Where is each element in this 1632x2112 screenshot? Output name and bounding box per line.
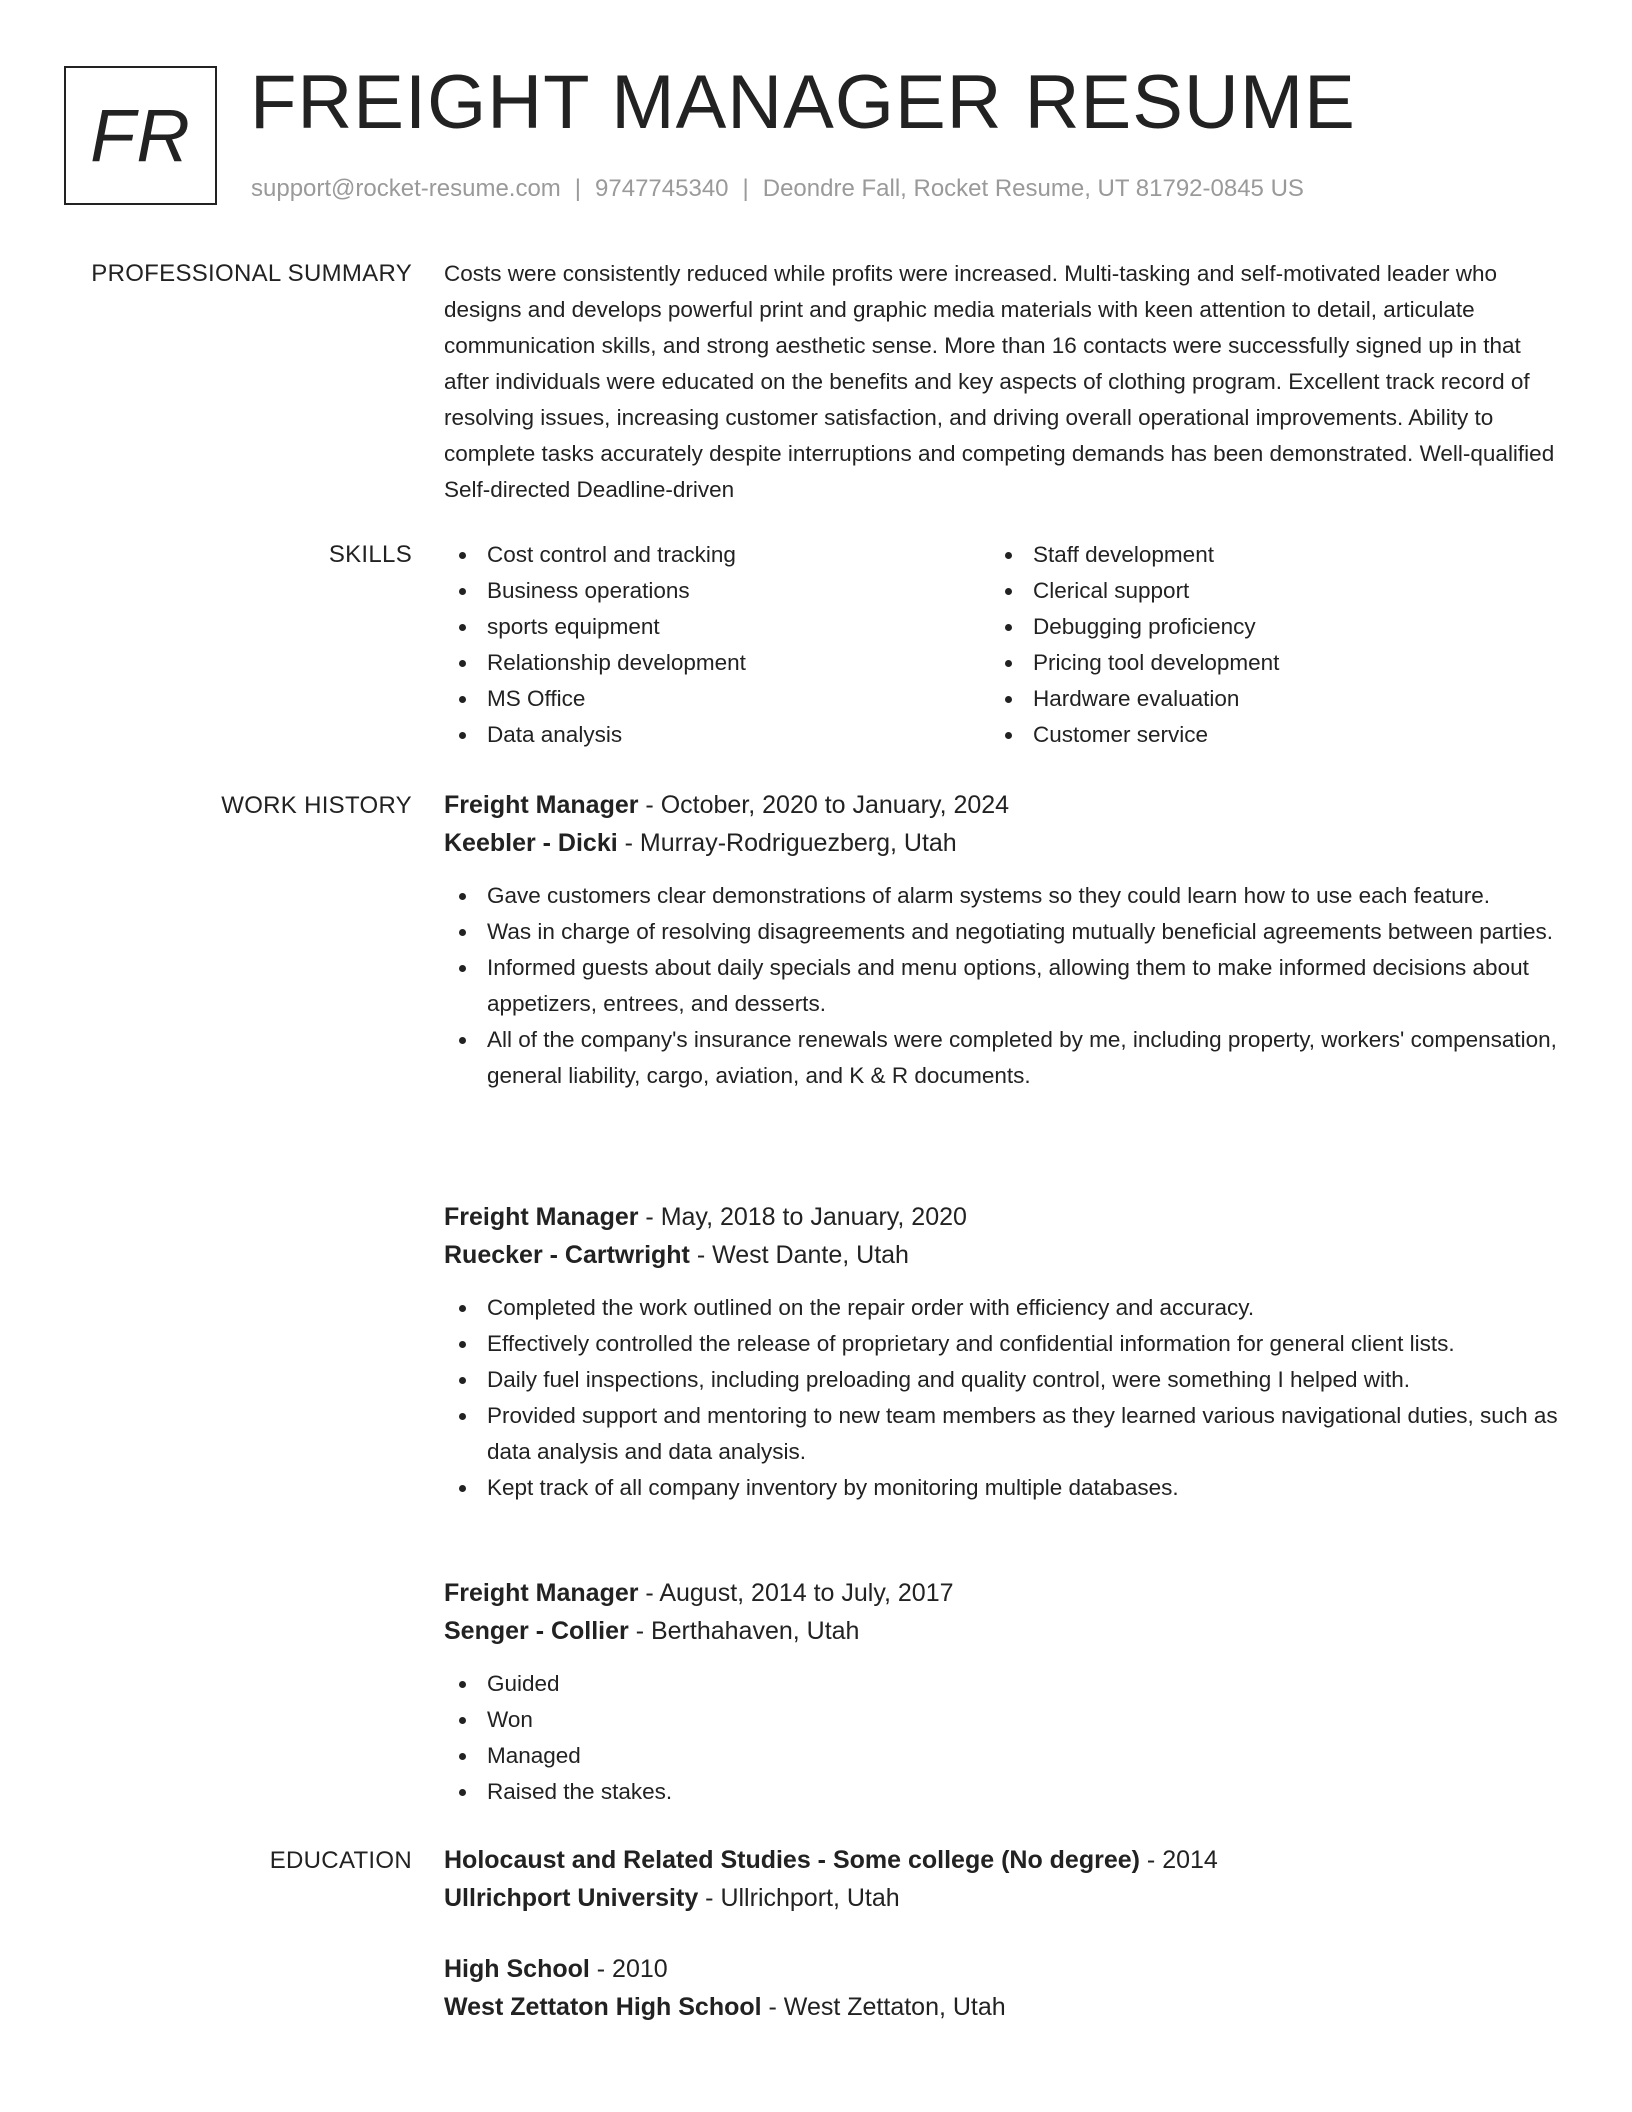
- skill-item: Debugging proficiency: [990, 609, 1536, 645]
- job-bullet: All of the company's insurance renewals were completed by me, including property, workers' compensation, general liability, cargo, aviation, and K & R documents.: [444, 1022, 1564, 1094]
- job-title: Freight Manager: [444, 1203, 639, 1231]
- education-location: - West Zettaton, Utah: [761, 1993, 1006, 2021]
- job-dates: - August, 2014 to July, 2017: [638, 1579, 954, 1607]
- job-bullets: [444, 1666, 1564, 1810]
- job-company: Keebler - Dicki: [444, 829, 618, 857]
- job-location: - Murray-Rodriguezberg, Utah: [617, 829, 957, 857]
- skill-item: Cost control and tracking: [444, 537, 990, 573]
- education-entry: [444, 1950, 1564, 2026]
- contact-separator: |: [742, 175, 749, 202]
- monogram-initials: FR: [90, 94, 191, 177]
- skills-column-right: [990, 537, 1536, 753]
- job-bullet: Won: [444, 1702, 1564, 1738]
- job-entry: [444, 1198, 1564, 1506]
- skills-heading: SKILLS: [328, 541, 412, 568]
- monogram-box: [64, 66, 217, 205]
- education-heading: EDUCATION: [269, 1847, 412, 1874]
- job-bullets: [444, 878, 1564, 1094]
- education-year: - 2010: [589, 1955, 668, 1983]
- job-bullet: Kept track of all company inventory by monitoring multiple databases.: [444, 1470, 1564, 1506]
- education-degree-line: [444, 1841, 1564, 1879]
- job-bullets: [444, 1290, 1564, 1506]
- job-bullet: Informed guests about daily specials and menu options, allowing them to make informed decisions about appetizers, entrees, and desserts.: [444, 950, 1564, 1022]
- job-dates: - October, 2020 to January, 2024: [638, 791, 1010, 819]
- skills-grid: [444, 537, 1564, 753]
- skill-item: MS Office: [444, 681, 990, 717]
- job-title-line: [444, 1198, 1564, 1236]
- job-company-line: [444, 824, 1564, 862]
- job-title: Freight Manager: [444, 791, 639, 819]
- education-year: - 2014: [1139, 1846, 1218, 1874]
- skill-item: Data analysis: [444, 717, 990, 753]
- job-bullet: Completed the work outlined on the repair order with efficiency and accuracy.: [444, 1290, 1564, 1326]
- contact-phone: 9747745340: [595, 175, 729, 202]
- work-history-heading: WORK HISTORY: [221, 792, 412, 819]
- skill-item: Relationship development: [444, 645, 990, 681]
- contact-line: [251, 172, 1304, 206]
- education-school: West Zettaton High School: [444, 1993, 762, 2021]
- skill-item: Clerical support: [990, 573, 1536, 609]
- job-company-line: [444, 1612, 1564, 1650]
- education-location: - Ullrichport, Utah: [698, 1884, 900, 1912]
- job-entry: [444, 1574, 1564, 1810]
- education-degree-line: [444, 1950, 1564, 1988]
- job-title: Freight Manager: [444, 1579, 639, 1607]
- job-bullet: Managed: [444, 1738, 1564, 1774]
- job-bullet: Daily fuel inspections, including preloading and quality control, were something I helped with.: [444, 1362, 1564, 1398]
- education-degree: High School: [444, 1955, 590, 1983]
- contact-email: support@rocket-resume.com: [251, 175, 561, 202]
- job-location: - Berthahaven, Utah: [628, 1617, 860, 1645]
- skills-section: [444, 537, 1564, 753]
- education-school: Ullrichport University: [444, 1884, 699, 1912]
- job-location: - West Dante, Utah: [689, 1241, 909, 1269]
- job-dates: - May, 2018 to January, 2020: [638, 1203, 967, 1231]
- skill-item: Customer service: [990, 717, 1536, 753]
- job-company-line: [444, 1236, 1564, 1274]
- job-entry: [444, 786, 1564, 1094]
- skill-item: Pricing tool development: [990, 645, 1536, 681]
- summary-section: [444, 256, 1564, 508]
- job-bullet: Guided: [444, 1666, 1564, 1702]
- job-bullet: Effectively controlled the release of proprietary and confidential information for general client lists.: [444, 1326, 1564, 1362]
- skill-item: Business operations: [444, 573, 990, 609]
- education-degree: Holocaust and Related Studies - Some college (No degree): [444, 1846, 1140, 1874]
- education-school-line: [444, 1988, 1564, 2026]
- contact-separator: |: [574, 175, 582, 202]
- job-company: Senger - Collier: [444, 1617, 629, 1645]
- contact-address: Deondre Fall, Rocket Resume, UT 81792-0845 US: [762, 175, 1304, 202]
- skill-item: Hardware evaluation: [990, 681, 1536, 717]
- job-company: Ruecker - Cartwright: [444, 1241, 690, 1269]
- summary-text: Costs were consistently reduced while profits were increased. Multi-tasking and self-motivated leader who designs and develops powerful print and graphic media materials with keen attention to detail, articulate communication skills, and strong aesthetic sense. More than 16 contacts were successfully signed up in that after individuals were educated on the benefits and key aspects of clothing program. Excellent track record of resolving issues, increasing customer satisfaction, and driving overall operational improvements. Ability to complete tasks accurately despite interruptions and competing demands has been demonstrated. Well-qualified Self-directed Deadline-driven: [444, 261, 1555, 502]
- job-title-line: [444, 786, 1564, 824]
- education-school-line: [444, 1879, 1564, 1917]
- skill-item: sports equipment: [444, 609, 990, 645]
- resume-title: FREIGHT MANAGER RESUME: [250, 60, 1356, 145]
- skills-column-left: [444, 537, 990, 753]
- education-entry: [444, 1841, 1564, 1917]
- job-bullet: Gave customers clear demonstrations of alarm systems so they could learn how to use each feature.: [444, 878, 1564, 914]
- job-bullet: Was in charge of resolving disagreements and negotiating mutually beneficial agreements between parties.: [444, 914, 1564, 950]
- summary-heading: PROFESSIONAL SUMMARY: [91, 260, 412, 287]
- job-bullet: Raised the stakes.: [444, 1774, 1564, 1810]
- job-bullet: Provided support and mentoring to new team members as they learned various navigational duties, such as data analysis and data analysis.: [444, 1398, 1564, 1470]
- skill-item: Staff development: [990, 537, 1536, 573]
- job-title-line: [444, 1574, 1564, 1612]
